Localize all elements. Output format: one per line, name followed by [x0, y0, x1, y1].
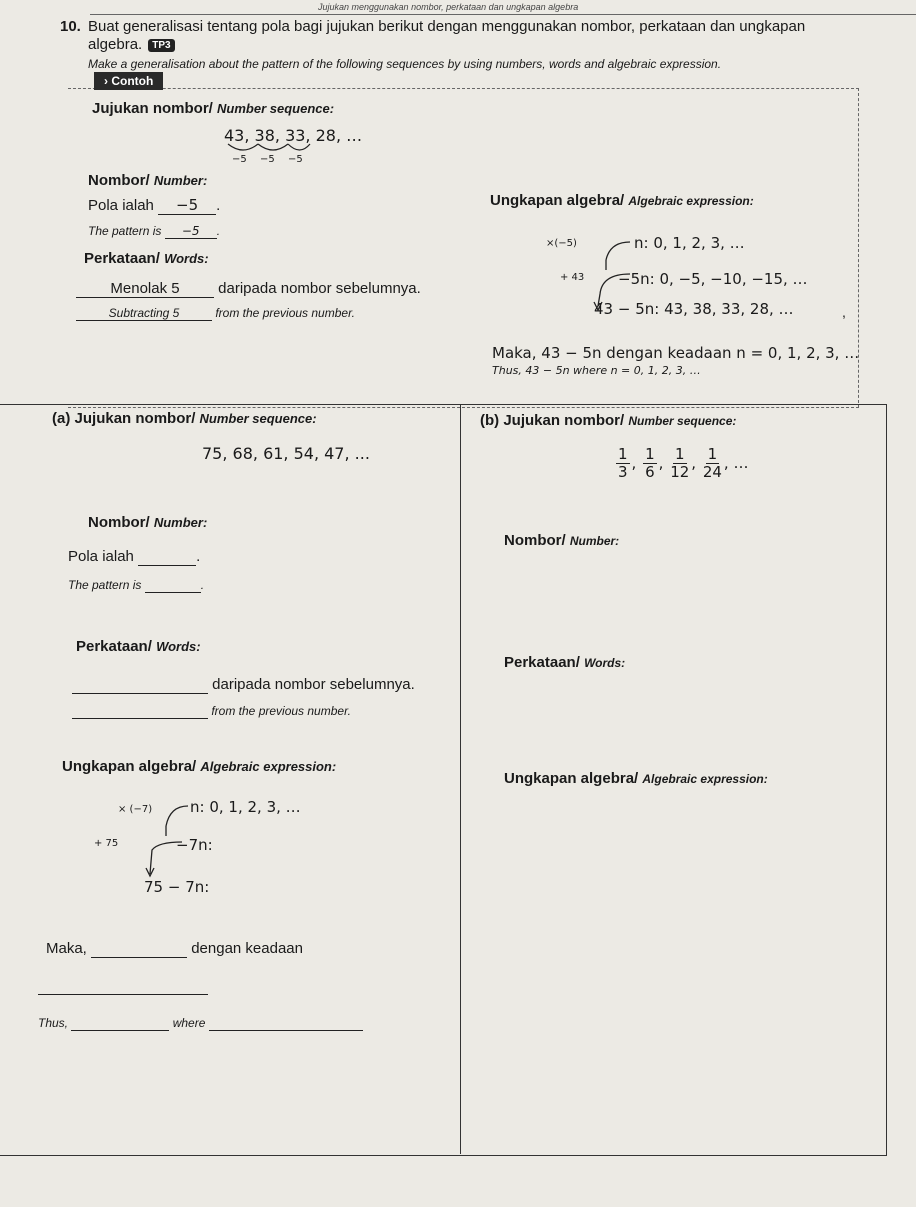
example-words-value: Menolak 5 — [76, 280, 214, 298]
example-sequence-heading — [92, 100, 334, 117]
example-number-heading — [88, 172, 207, 189]
example-pattern-label: Pola ialah — [88, 197, 154, 214]
part-a-heading — [52, 410, 317, 427]
part-b-algebra-heading-ms: Ungkapan algebra/ — [504, 770, 639, 787]
part-b-fraction-2: $\frac{1}{6}$ — [645, 445, 655, 481]
part-a-words-en — [72, 704, 351, 719]
part-b-heading — [480, 412, 736, 429]
part-b-fraction-1: $\frac{1}{3}$ — [618, 445, 628, 481]
part-b-fraction-3: $\frac{1}{12}$ — [670, 445, 690, 481]
example-pattern-value: −5 — [158, 196, 216, 215]
example-words-en — [76, 306, 355, 321]
example-algebra-heading-en: Algebraic expression: — [628, 194, 754, 208]
part-a-thus-label: Thus, — [38, 1016, 69, 1030]
example-seq-heading-en: Number sequence: — [217, 101, 335, 116]
part-a-thus-blank-2[interactable] — [209, 1016, 363, 1031]
question-number: 10. — [60, 18, 81, 35]
part-b-sequence: $\frac{1}{3}$ , $\frac{1}{6}$ , $\frac{1}{12}$ , $\frac{1}{24}$ , … — [618, 445, 749, 481]
part-a-thus-mid: where — [172, 1016, 206, 1030]
exercise-divider — [460, 404, 461, 1154]
part-a-words-heading-en: Words: — [156, 639, 201, 654]
part-a-maka-blank-1[interactable] — [91, 940, 187, 958]
part-a-label: (a) — [52, 410, 71, 427]
part-a-row-n: n: 0, 1, 2, 3, … — [190, 798, 301, 816]
example-words-heading — [84, 250, 209, 267]
question-title-line1: Buat generalisasi tentang pola bagi jujukan berikut dengan menggunakan nombor, perkataan dan ungkapan — [88, 18, 806, 35]
part-b-seq-heading-en: Number sequence: — [628, 414, 737, 428]
example-words-value-en: Subtracting 5 — [76, 306, 212, 321]
part-a-words-blank-en[interactable] — [72, 704, 208, 719]
part-a-thus-blank-1[interactable] — [71, 1016, 169, 1031]
question-title-line2 — [88, 36, 175, 53]
part-b-ellipsis: , … — [723, 454, 749, 472]
part-a-maka — [46, 940, 303, 958]
part-a-thus — [38, 1016, 363, 1031]
part-a-number-heading — [88, 514, 207, 531]
part-a-algebra-heading-en: Algebraic expression: — [200, 759, 337, 774]
part-b-number-heading-ms: Nombor/ — [504, 532, 566, 549]
example-pattern-en: The pattern is −5 . — [88, 224, 221, 238]
part-a-words-heading-ms: Perkataan/ — [76, 638, 152, 655]
example-pattern-value-en: −5 — [165, 224, 217, 239]
part-b-number-heading — [504, 532, 619, 549]
part-a-sequence: 75, 68, 61, 54, 47, ... — [202, 444, 370, 463]
part-a-words-tail-en: from the previous number. — [211, 704, 351, 718]
example-seq-heading-ms: Jujukan nombor/ — [92, 100, 213, 117]
example-words-tail-en: from the previous number. — [215, 306, 355, 320]
example-pattern-label-en: The pattern is — [88, 224, 162, 238]
part-a-pattern-blank-en[interactable] — [145, 578, 201, 593]
part-a-words-blank[interactable] — [72, 676, 208, 694]
part-a-maka-blank-2[interactable] — [38, 994, 208, 995]
example-row-5n: −5n: 0, −5, −10, −15, … — [618, 270, 808, 288]
example-algebra-heading-ms: Ungkapan algebra/ — [490, 192, 625, 209]
header-caption: Jujukan menggunakan nombor, perkataan dan ungkapan algebra — [318, 2, 579, 12]
part-b-algebra-heading — [504, 770, 768, 787]
example-difference-2: −5 — [260, 154, 275, 165]
part-a-pattern-label: Pola ialah — [68, 548, 134, 565]
part-b-fraction-4: $\frac{1}{24}$ — [702, 445, 722, 481]
part-b-seq-heading-ms: Jujukan nombor/ — [503, 412, 625, 429]
part-a-op-mult: × (−7) — [118, 804, 153, 815]
part-b-number-heading-en: Number: — [569, 534, 620, 548]
example-words — [76, 280, 421, 298]
example-sequence: 43, 38, 33, 28, … — [224, 126, 363, 145]
example-op-mult: ×(−5) — [546, 238, 577, 249]
part-a-seq-heading-ms: Jujukan nombor/ — [74, 410, 196, 427]
part-b-words-heading-en: Words: — [584, 656, 626, 670]
tp-badge: TP3 — [148, 39, 174, 52]
part-b-algebra-heading-en: Algebraic expression: — [642, 772, 768, 786]
example-difference-1: −5 — [232, 154, 247, 165]
part-a-maka-label: Maka, — [46, 940, 87, 957]
example-comma: , — [842, 304, 846, 320]
example-number-heading-en: Number: — [153, 173, 208, 188]
example-difference-3: −5 — [288, 154, 303, 165]
part-a-algebra-heading — [62, 758, 336, 775]
part-a-seq-heading-en: Number sequence: — [199, 411, 317, 426]
part-a-words-heading — [76, 638, 201, 655]
example-words-heading-en: Words: — [164, 251, 209, 266]
example-op-add: + 43 — [560, 272, 585, 283]
part-a-algebra-heading-ms: Ungkapan algebra/ — [62, 758, 197, 775]
part-a-number-heading-en: Number: — [153, 515, 208, 530]
part-b-label: (b) — [480, 412, 500, 429]
example-words-tail: daripada nombor sebelumnya. — [218, 280, 421, 297]
part-a-number-heading-ms: Nombor/ — [88, 514, 150, 531]
part-a-row-expr: 75 − 7n: — [144, 878, 210, 896]
part-a-pattern-label-en: The pattern is — [68, 578, 142, 592]
example-row-n: n: 0, 1, 2, 3, … — [634, 234, 745, 252]
part-a-words-tail: daripada nombor sebelumnya. — [212, 676, 415, 693]
part-a-words — [72, 676, 415, 694]
contoh-badge: › Contoh — [94, 72, 163, 90]
example-row-expr: 43 − 5n: 43, 38, 33, 28, … — [594, 300, 794, 318]
question-title-algebra: algebra. — [88, 36, 143, 53]
example-pattern: Pola ialah −5 . — [88, 196, 221, 214]
header-rule — [90, 14, 916, 15]
example-conclusion-en: Thus, 43 − 5n where n = 0, 1, 2, 3, … — [492, 364, 701, 377]
question-subtitle: Make a generalisation about the pattern of the following sequences by using numbers, words and algebraic expression. — [88, 57, 722, 71]
example-words-heading-ms: Perkataan/ — [84, 250, 160, 267]
contoh-label: Contoh — [111, 74, 154, 88]
part-a-maka-mid: dengan keadaan — [191, 940, 303, 957]
example-number-heading-ms: Nombor/ — [88, 172, 150, 189]
part-a-pattern-en: The pattern is . — [68, 578, 205, 592]
example-algebra-heading — [490, 192, 754, 209]
part-a-pattern: Pola ialah . — [68, 548, 201, 565]
part-a-op-add: + 75 — [94, 838, 119, 849]
example-conclusion: Maka, 43 − 5n dengan keadaan n = 0, 1, 2, 3, … — [492, 344, 860, 362]
part-b-words-heading-ms: Perkataan/ — [504, 654, 580, 671]
part-b-words-heading — [504, 654, 625, 671]
part-a-pattern-blank[interactable] — [138, 548, 196, 566]
part-a-row-7n: −7n: — [176, 836, 213, 854]
